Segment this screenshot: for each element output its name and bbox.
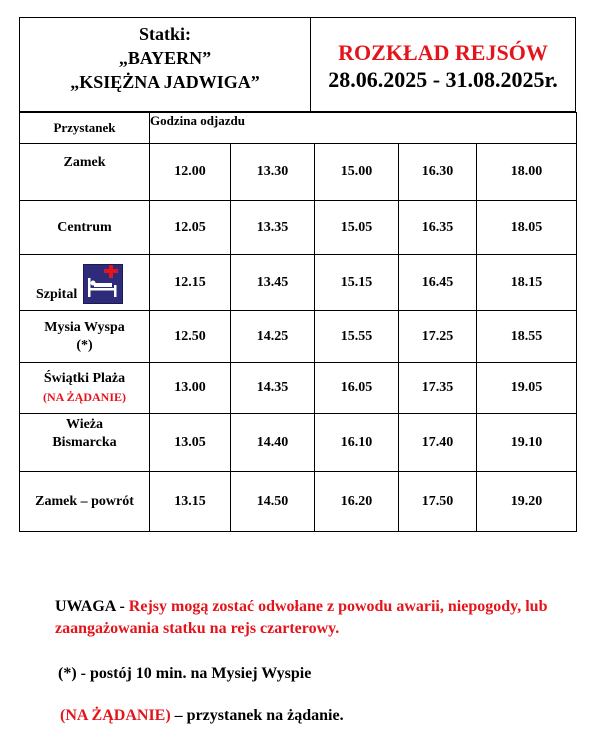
departure-time: 18.15 <box>477 255 577 311</box>
departure-time: 14.50 <box>231 472 315 532</box>
departure-time: 15.15 <box>315 255 399 311</box>
table-row <box>20 472 577 532</box>
stop-name: Mysia Wyspa (*) <box>20 311 150 363</box>
departure-time: 16.05 <box>315 363 399 414</box>
uwaga-label: UWAGA - <box>55 598 125 615</box>
departure-time: 18.00 <box>477 144 577 201</box>
ships-box <box>20 18 311 111</box>
departure-time: 18.05 <box>477 201 577 255</box>
departure-time: 14.40 <box>231 414 315 472</box>
on-demand-text: – przystanek na żądanie. <box>174 707 344 724</box>
stop-note: (*) <box>76 337 93 353</box>
ship-name-ksiezna-jadwiga: „KSIĘŻNA JADWIGA” <box>70 72 260 92</box>
departure-time: 16.30 <box>399 144 477 201</box>
title-box <box>311 18 575 111</box>
stop-name: Zamek <box>20 144 150 201</box>
departure-time: 16.20 <box>315 472 399 532</box>
on-demand-badge: (NA ŻĄDANIE) <box>42 390 126 404</box>
departure-time: 13.45 <box>231 255 315 311</box>
on-demand-label: (NA ŻĄDANIE) <box>60 707 171 724</box>
table-header-row <box>20 113 577 144</box>
table-row <box>20 363 577 414</box>
uwaga-text: Rejsy mogą zostać odwołane z powodu awarii, niepogody, lub zaangażowania statku na rejs czarterowy. <box>55 598 548 637</box>
departure-time: 12.05 <box>150 201 231 255</box>
departure-time: 13.15 <box>150 472 231 532</box>
departure-time: 19.10 <box>477 414 577 472</box>
departure-time: 17.25 <box>399 311 477 363</box>
stopover-note: (*) - postój 10 min. na Mysiej Wyspie <box>58 665 312 682</box>
table-row <box>20 144 577 201</box>
stop-name: Świątki Plaża (NA ŻĄDANIE) <box>20 363 150 414</box>
hospital-icon <box>83 264 123 304</box>
stop-name: Szpital <box>20 255 150 311</box>
on-demand-note <box>60 707 344 725</box>
departure-time: 16.35 <box>399 201 477 255</box>
departure-time: 13.00 <box>150 363 231 414</box>
departure-time: 18.55 <box>477 311 577 363</box>
ships-label: Statki: <box>138 24 191 44</box>
column-header-stop: Przystanek <box>20 113 150 144</box>
table-row <box>20 201 577 255</box>
schedule-table <box>19 112 577 532</box>
departure-time: 17.40 <box>399 414 477 472</box>
departure-time: 15.55 <box>315 311 399 363</box>
departure-time: 14.25 <box>231 311 315 363</box>
table-row <box>20 311 577 363</box>
table-row <box>20 255 577 311</box>
departure-time: 13.05 <box>150 414 231 472</box>
departure-time: 12.00 <box>150 144 231 201</box>
schedule-title: ROZKŁAD REJSÓW <box>338 40 548 65</box>
schedule-dates: 28.06.2025 - 31.08.2025r. <box>328 67 558 92</box>
departure-time: 16.45 <box>399 255 477 311</box>
departure-time: 13.30 <box>231 144 315 201</box>
departure-time: 12.50 <box>150 311 231 363</box>
cancellation-note <box>55 596 575 640</box>
departure-time: 13.35 <box>231 201 315 255</box>
column-header-hours: Godzina odjazdu <box>150 113 577 144</box>
departure-time: 19.05 <box>477 363 577 414</box>
departure-time: 14.35 <box>231 363 315 414</box>
stop-name: Zamek – powrót <box>20 472 150 532</box>
ship-name-bayern: „BAYERN” <box>118 48 212 68</box>
stop-name: Centrum <box>20 201 150 255</box>
schedule-header <box>19 17 576 112</box>
stop-name: Wieża Bismarcka <box>20 414 150 472</box>
departure-time: 17.35 <box>399 363 477 414</box>
departure-time: 12.15 <box>150 255 231 311</box>
departure-time: 15.00 <box>315 144 399 201</box>
table-row <box>20 414 577 472</box>
departure-time: 19.20 <box>477 472 577 532</box>
departure-time: 17.50 <box>399 472 477 532</box>
departure-time: 15.05 <box>315 201 399 255</box>
departure-time: 16.10 <box>315 414 399 472</box>
